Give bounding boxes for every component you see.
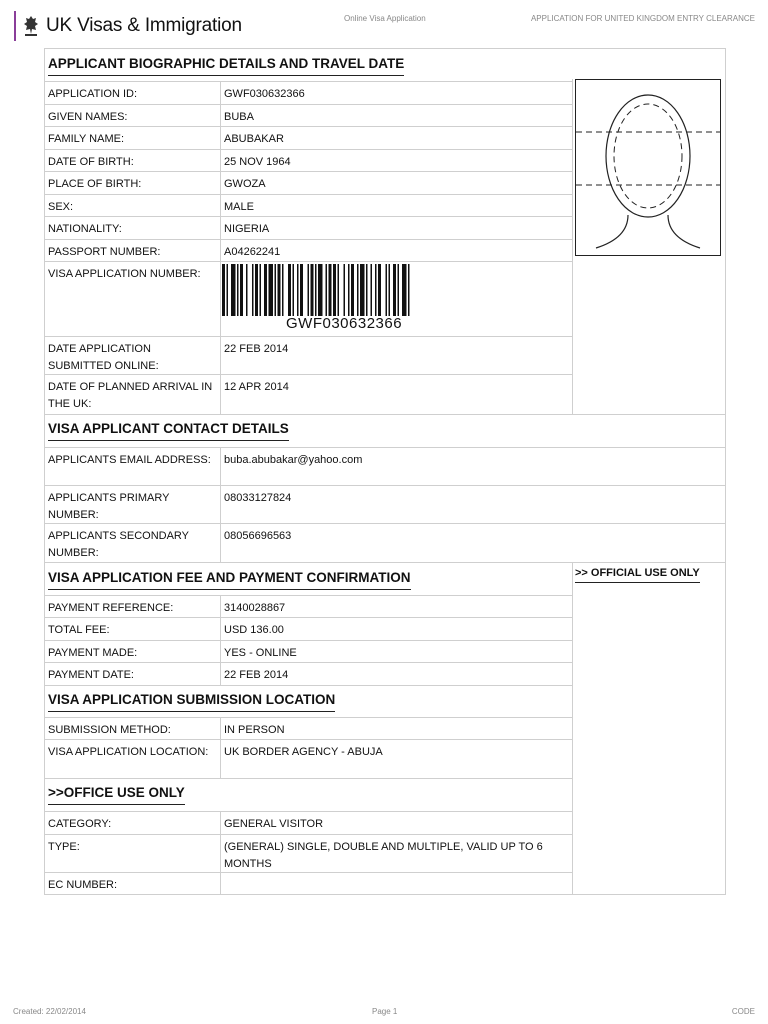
field-value: 22 FEB 2014: [224, 343, 289, 355]
table-row: [44, 216, 573, 239]
field-label: DATE APPLICATION SUBMITTED ONLINE:: [48, 343, 159, 372]
section-biographic: [44, 48, 726, 81]
field-label: APPLICANTS SECONDARY NUMBER:: [48, 530, 189, 559]
logo-accent-bar: [14, 11, 16, 41]
photo-placeholder: [575, 79, 721, 256]
ukvi-logo: [14, 10, 242, 42]
table-row: [44, 485, 726, 523]
field-label: FAMILY NAME:: [48, 133, 125, 145]
header-center-text: Online Visa Application: [344, 14, 426, 23]
field-value: IN PERSON: [224, 724, 285, 736]
section-title-office: >>OFFICE USE ONLY: [48, 785, 185, 805]
barcode-number: GWF030632366: [286, 315, 403, 332]
table-row: [44, 194, 573, 216]
table-row: [44, 617, 573, 640]
field-label: DATE OF PLANNED ARRIVAL IN THE UK:: [48, 381, 213, 410]
table-row: [44, 717, 573, 739]
field-value: 22 FEB 2014: [224, 669, 289, 681]
field-value: NIGERIA: [224, 223, 270, 235]
field-value: GWOZA: [224, 178, 266, 190]
footer-page-number: Page 1: [372, 1007, 398, 1016]
field-label: GIVEN NAMES:: [48, 111, 128, 123]
field-label: TYPE:: [48, 841, 80, 853]
footer-code: CODE: [731, 1007, 755, 1016]
field-label: CATEGORY:: [48, 818, 112, 830]
field-label: SEX:: [48, 201, 74, 213]
table-row: [44, 374, 573, 414]
field-value: buba.abubakar@yahoo.com: [224, 454, 363, 466]
field-value: MALE: [224, 201, 254, 213]
table-row: [44, 640, 573, 662]
table-row: [44, 81, 573, 104]
field-label: APPLICATION ID:: [48, 88, 138, 100]
field-value: UK BORDER AGENCY - ABUJA: [224, 746, 383, 758]
field-value: 12 APR 2014: [224, 381, 289, 393]
head-outline-icon: [576, 80, 720, 255]
table-row: [44, 662, 573, 685]
field-value: 25 NOV 1964: [224, 156, 291, 168]
section-title-fee: VISA APPLICATION FEE AND PAYMENT CONFIRMATION: [48, 570, 411, 590]
field-value: 08056696563: [224, 530, 292, 542]
royal-crest-icon: [22, 14, 40, 38]
field-value: USD 136.00: [224, 624, 284, 636]
field-value: YES - ONLINE: [224, 647, 297, 659]
table-row: [44, 595, 573, 617]
field-label: NATIONALITY:: [48, 223, 122, 235]
field-value: 3140028867: [224, 602, 286, 614]
section-title-biographic: APPLICANT BIOGRAPHIC DETAILS AND TRAVEL DATE: [48, 56, 404, 76]
field-label: VISA APPLICATION NUMBER:: [48, 268, 201, 280]
field-value: A04262241: [224, 246, 281, 258]
section-title-submission: VISA APPLICATION SUBMISSION LOCATION: [48, 692, 335, 712]
official-use-title: >> OFFICIAL USE ONLY: [575, 567, 700, 583]
table-row: [44, 239, 573, 261]
section-title-contact: VISA APPLICANT CONTACT DETAILS: [48, 421, 289, 441]
field-label: TOTAL FEE:: [48, 624, 110, 636]
table-row: [44, 811, 573, 834]
field-label: VISA APPLICATION LOCATION:: [48, 746, 209, 758]
table-row: [44, 171, 573, 194]
field-label: PAYMENT DATE:: [48, 669, 134, 681]
header-right-text: APPLICATION FOR UNITED KINGDOM ENTRY CLEARANCE: [530, 14, 755, 23]
footer-created-date: Created: 22/02/2014: [13, 1007, 86, 1016]
field-label: PAYMENT MADE:: [48, 647, 138, 659]
table-row: [44, 261, 573, 336]
field-label: APPLICANTS PRIMARY NUMBER:: [48, 492, 170, 521]
table-row: [44, 834, 573, 872]
table-row: [44, 149, 573, 171]
field-label: PAYMENT REFERENCE:: [48, 602, 174, 614]
field-value: BUBA: [224, 111, 254, 123]
field-label: EC NUMBER:: [48, 879, 118, 891]
field-label: SUBMISSION METHOD:: [48, 724, 171, 736]
field-value: (GENERAL) SINGLE, DOUBLE AND MULTIPLE, VALID UP TO 6 MONTHS: [224, 841, 543, 870]
page-header: [0, 0, 768, 44]
field-value: 08033127824: [224, 492, 292, 504]
field-label: APPLICANTS EMAIL ADDRESS:: [48, 454, 211, 466]
section-contact: [44, 414, 726, 447]
table-row: [44, 872, 573, 895]
field-label: DATE OF BIRTH:: [48, 156, 134, 168]
field-label: PASSPORT NUMBER:: [48, 246, 161, 258]
field-label: PLACE OF BIRTH:: [48, 178, 142, 190]
field-value: ABUBAKAR: [224, 133, 284, 145]
barcode-icon: [222, 264, 480, 316]
table-row: [44, 447, 726, 485]
section-office: [44, 778, 573, 811]
section-submission: [44, 685, 573, 717]
table-row: [44, 104, 573, 126]
field-value: GWF030632366: [224, 88, 305, 100]
table-row: [44, 336, 573, 374]
brand-name: UK Visas & Immigration: [46, 15, 242, 36]
table-row: [44, 739, 573, 778]
field-value: GENERAL VISITOR: [224, 818, 324, 830]
table-row: [44, 126, 573, 149]
table-row: [44, 523, 726, 562]
